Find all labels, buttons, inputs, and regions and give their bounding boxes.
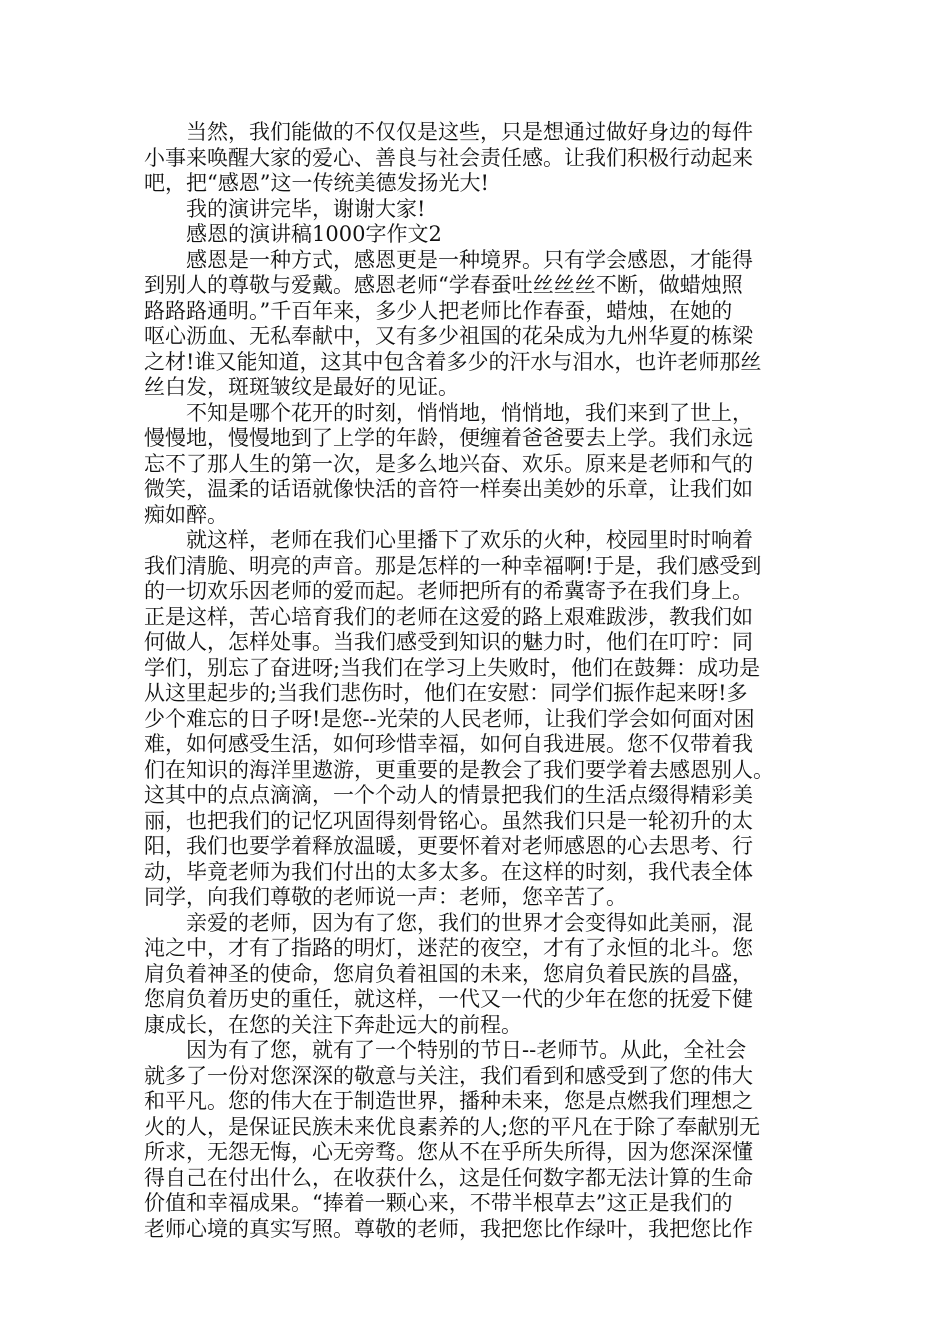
text-line: 康成长，在您的关注下奔赴远大的前程。	[144, 1012, 522, 1037]
text-line: 您肩负着历史的重任，就这样，一代又一代的少年在您的抚爱下健	[144, 987, 753, 1011]
text-line: 因为有了您，就有了一个特别的节日--老师节。从此，全社会	[186, 1038, 747, 1062]
text-line: 丽，也把我们的记忆巩固得刻骨铭心。虽然我们只是一轮初升的太	[144, 808, 753, 833]
text-line: 就多了一份对您深深的敬意与关注，我们看到和感受到了您的伟大	[144, 1063, 753, 1088]
paragraph	[144, 120, 816, 197]
paragraph	[144, 911, 816, 1039]
text-line: 吧，把“感恩”这一传统美德发扬光大!	[144, 171, 489, 195]
text-line: 亲爱的老师，因为有了您，我们的世界才会变得如此美丽，混	[186, 910, 753, 935]
text-line: 这其中的点点滴滴，一个个动人的情景把我们的生活点缀得精彩美	[144, 783, 753, 807]
text-line: 小事来唤醒大家的爱心、善良与社会责任感。让我们积极行动起来	[144, 145, 753, 170]
text-line: 正是这样，苦心培育我们的老师在这爱的路上艰难跋涉，教我们如	[144, 604, 753, 629]
text-line: 忘不了那人生的第一次，是多么地兴奋、欢乐。原来是老师和气的	[144, 451, 753, 476]
text-line: 所求，无怨无悔，心无旁骛。您从不在乎所失所得，因为您深深懂	[144, 1140, 753, 1164]
text-line: 感恩的演讲稿1000字作文2	[186, 222, 442, 246]
text-line: 得自己在付出什么，在收获什么，这是任何数字都无法计算的生命	[144, 1165, 753, 1190]
text-line: 同学，向我们尊敬的老师说一声：老师，您辛苦了。	[144, 885, 627, 909]
paragraph	[144, 528, 816, 911]
text-line: 沌之中，才有了指路的明灯，迷茫的夜空，才有了永恒的北斗。您	[144, 936, 753, 960]
text-line: 学们，别忘了奋进呀;当我们在学习上失败时，他们在鼓舞：成功是	[144, 655, 761, 680]
text-line: 阳，我们也要学着释放温暖，更要怀着对老师感恩的心去思考、行	[144, 834, 753, 858]
text-line: 痴如醉。	[144, 502, 228, 527]
text-line: 之材!谁又能知道，这其中包含着多少的汗水与泪水，也许老师那丝	[144, 349, 762, 374]
paragraph	[144, 248, 816, 401]
text-line: 从这里起步的;当我们悲伤时，他们在安慰：同学们振作起来呀!多	[144, 681, 748, 705]
text-line: 丝白发，斑斑皱纹是最好的见证。	[144, 375, 459, 399]
text-line: 微笑，温柔的话语就像快活的音符一样奏出美妙的乐章，让我们如	[144, 477, 753, 501]
text-line: 价值和幸福成果。“捧着一颗心来，不带半根草去”这正是我们的	[144, 1191, 733, 1215]
text-line: 感恩是一种方式，感恩更是一种境界。只有学会感恩，才能得	[186, 247, 753, 272]
text-line: 何做人，怎样处事。当我们感受到知识的魅力时，他们在叮咛：同	[144, 630, 753, 654]
text-line: 肩负着神圣的使命，您肩负着祖国的未来，您肩负着民族的昌盛，	[144, 961, 753, 986]
paragraph	[144, 401, 816, 529]
text-line: 动，毕竟老师为我们付出的太多太多。在这样的时刻，我代表全体	[144, 859, 753, 884]
text-line: 慢慢地，慢慢地到了上学的年龄，便缠着爸爸要去上学。我们永远	[144, 426, 753, 450]
text-line: 我的演讲完毕，谢谢大家!	[186, 196, 426, 221]
paragraph	[144, 1038, 816, 1242]
text-line: 到别人的尊敬与爱戴。感恩老师“学春蚕吐丝丝丝不断，做蜡烛照	[144, 273, 743, 297]
text-line: 不知是哪个花开的时刻，悄悄地，悄悄地，我们来到了世上，	[186, 400, 753, 425]
text-line: 火的人，是保证民族未来优良素养的人;您的平凡在于除了奉献别无	[144, 1114, 761, 1139]
text-line: 老师心境的真实写照。尊敬的老师，我把您比作绿叶，我把您比作	[144, 1216, 753, 1241]
text-line: 的一切欢乐因老师的爱而起。老师把所有的希冀寄予在我们身上。	[144, 579, 753, 603]
document-body	[144, 120, 816, 1242]
text-line: 就这样，老师在我们心里播下了欢乐的火种，校园里时时响着	[186, 528, 753, 552]
text-line: 少个难忘的日子呀!是您--光荣的人民老师，让我们学会如何面对困	[144, 706, 755, 731]
paragraph	[144, 222, 816, 248]
text-line: 我们清脆、明亮的声音。那是怎样的一种幸福啊!于是，我们感受到	[144, 553, 762, 578]
text-line: 呕心沥血、无私奉献中，又有多少祖国的花朵成为九州华夏的栋梁	[144, 324, 753, 348]
text-line: 当然，我们能做的不仅仅是这些，只是想通过做好身边的每件	[186, 120, 753, 144]
paragraph	[144, 197, 816, 223]
text-line: 们在知识的海洋里遨游，更重要的是教会了我们要学着去感恩别人。	[144, 757, 774, 782]
text-line: 路路路通明。”千百年来，多少人把老师比作春蚕，蜡烛，在她的	[144, 298, 733, 323]
text-line: 和平凡。您的伟大在于制造世界，播种未来，您是点燃我们理想之	[144, 1089, 753, 1113]
text-line: 难，如何感受生活，如何珍惜幸福，如何自我进展。您不仅带着我	[144, 732, 753, 756]
